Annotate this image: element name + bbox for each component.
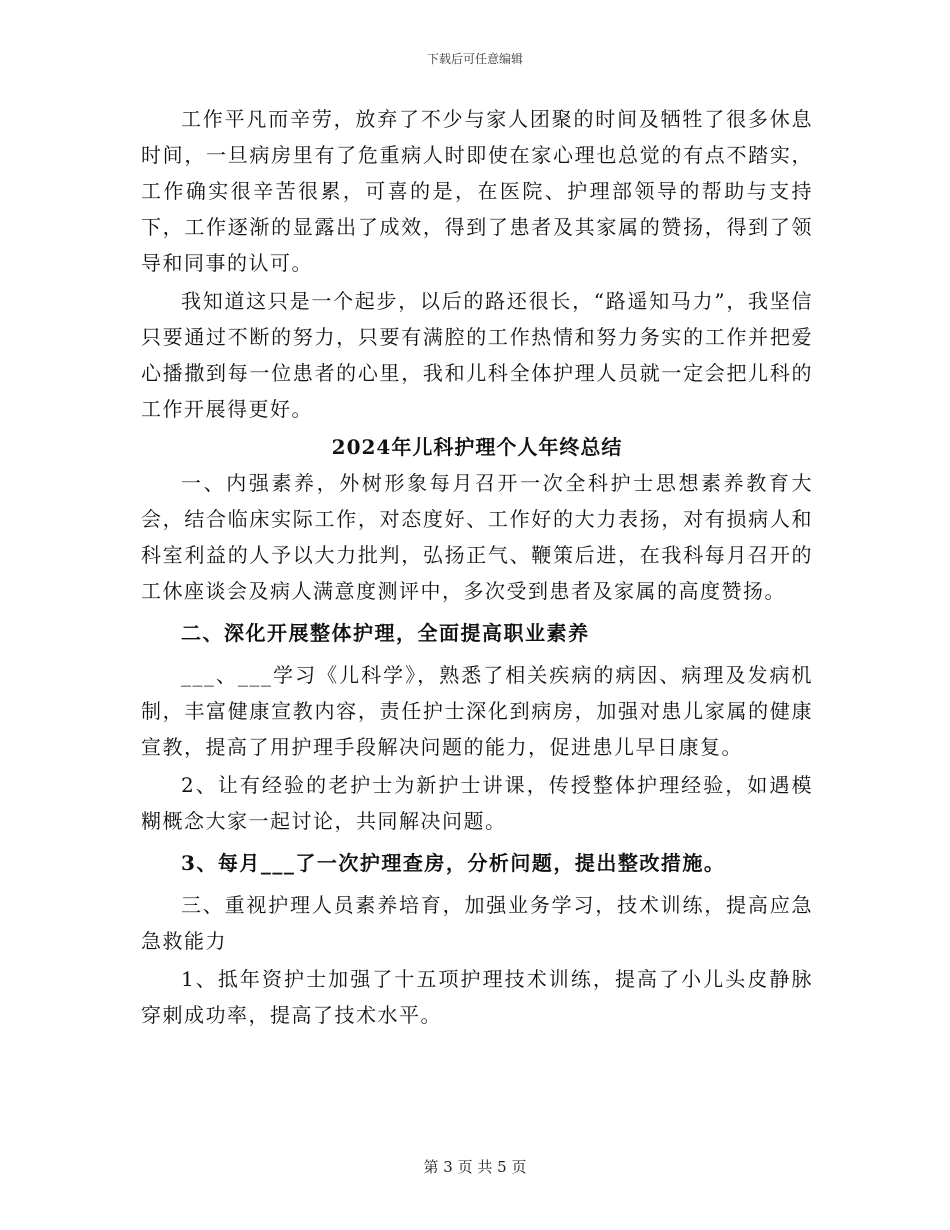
paragraph-7: 1、抵年资护士加强了十五项护理技术训练，提高了小儿头皮静脉穿刺成功率，提高了技术水平。 [141, 967, 813, 1027]
heading-2: 二、深化开展整体护理，全面提高职业素养 [181, 621, 590, 645]
paragraph-4: ___、___学习《儿科学》，熟悉了相关疾病的病因、病理及发病机制，丰富健康宣教内容，责任护士深化到病房，加强对患儿家属的健康宣教，提高了用护理手段解决问题的能力，促进患儿早日康复。 [141, 663, 813, 759]
paragraph-3: 一、内强素养，外树形象每月召开一次全科护士思想素养教育大会，结合临床实际工作，对态度好、工作好的大力表扬，对有损病人和科室利益的人予以大力批判，弘扬正气、鞭策后进，在我科每月召开的工休座谈会及病人满意度测评中，多次受到患者及家属的高度赞扬。 [141, 471, 813, 603]
paragraph-5: 2、让有经验的老护士为新护士讲课，传授整体护理经验，如遇模糊概念大家一起讨论，共同解决问题。 [141, 773, 813, 833]
heading-3: 3、每月___了一次护理查房，分析问题，提出整改措施。 [181, 851, 726, 875]
page-number: 第 3 页 共 5 页 [423, 1158, 527, 1176]
document-body [141, 101, 813, 1035]
page-header: 下载后可任意编辑 [426, 52, 523, 66]
section-title: 2024年儿科护理个人年终总结 [331, 435, 623, 459]
paragraph-1: 工作平凡而辛劳，放弃了不少与家人团聚的时间及牺牲了很多休息时间，一旦病房里有了危重病人时即使在家心理也总觉的有点不踏实，工作确实很辛苦很累，可喜的是，在医院、护理部领导的帮助与支持下，工作逐渐的显露出了成效，得到了患者及其家属的赞扬，得到了领导和同事的认可。 [141, 107, 813, 275]
paragraph-6: 三、重视护理人员素养培育，加强业务学习，技术训练，提高应急急救能力 [141, 893, 813, 953]
paragraph-2: 我知道这只是一个起步，以后的路还很长，“路遥知马力”，我坚信只要通过不断的努力，只要有满腔的工作热情和努力务实的工作并把爱心播撒到每一位患者的心里，我和儿科全体护理人员就一定会把儿科的工作开展得更好。 [141, 289, 813, 421]
